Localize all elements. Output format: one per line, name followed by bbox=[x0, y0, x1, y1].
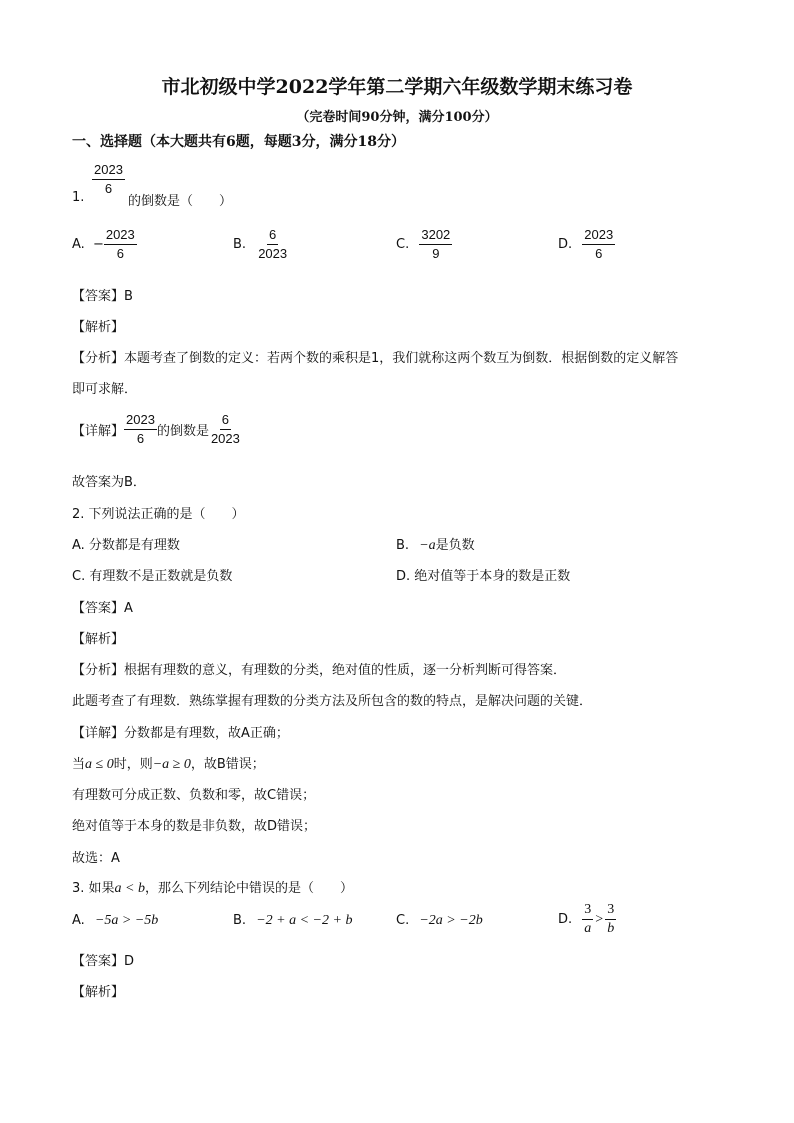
option-operator: > bbox=[595, 911, 604, 927]
page-subtitle: （完卷时间90分钟，满分100分） bbox=[296, 110, 498, 125]
fraction-numerator: 3 bbox=[605, 902, 616, 920]
analysis-label: 【解析】 bbox=[72, 985, 125, 1000]
q3-option-b bbox=[233, 913, 352, 929]
option-fraction bbox=[582, 902, 593, 937]
question-stem: 的倒数是（ ） bbox=[128, 194, 233, 209]
question-number: 1. bbox=[72, 190, 85, 205]
fraction-denominator: 2023 bbox=[210, 431, 240, 446]
detail-text: 时，则 bbox=[113, 757, 153, 772]
question-fraction bbox=[92, 162, 125, 197]
analysis-label: 【解析】 bbox=[72, 632, 125, 647]
analysis-label: 【解析】 bbox=[72, 320, 125, 335]
fraction-denominator: 6 bbox=[136, 431, 145, 446]
option-fraction bbox=[104, 227, 137, 262]
q2-option-a: A. 分数都是有理数 bbox=[72, 538, 180, 553]
option-label: D. bbox=[558, 237, 573, 252]
q2-option-d: D. 绝对值等于本身的数是正数 bbox=[396, 569, 571, 584]
option-label: A. bbox=[72, 913, 85, 928]
detail-text: 的倒数是 bbox=[156, 424, 209, 439]
detail-line-2 bbox=[72, 753, 265, 773]
question-3 bbox=[72, 877, 353, 897]
option-b bbox=[233, 227, 289, 262]
option-math: −5a > −5b bbox=[94, 913, 159, 928]
option-label: C. bbox=[396, 913, 410, 928]
option-fraction bbox=[419, 227, 452, 262]
option-d bbox=[558, 227, 615, 262]
analysis-text: 【分析】根据有理数的意义，有理数的分类，绝对值的性质，逐一分析判断可得答案． bbox=[72, 663, 567, 678]
fraction-denominator: 2023 bbox=[258, 246, 288, 261]
question-text: 3. 如果 bbox=[72, 881, 115, 896]
detail-line-5: 故选：A bbox=[72, 851, 120, 866]
fraction-numerator: 6 bbox=[267, 227, 278, 245]
fraction-numerator: 2023 bbox=[92, 162, 125, 180]
detail-text: 当 bbox=[72, 757, 86, 772]
detail-math: −a ≥ 0 bbox=[152, 757, 191, 772]
detail-line-1: 【详解】分数都是有理数，故A正确； bbox=[72, 726, 289, 741]
q2-option-c: C. 有理数不是正数就是负数 bbox=[72, 569, 233, 584]
detail-line-3: 有理数可分成正数、负数和零，故C错误； bbox=[72, 788, 316, 803]
option-text: 是负数 bbox=[435, 538, 475, 553]
fraction-denominator: 6 bbox=[116, 246, 124, 261]
fraction-denominator: 9 bbox=[432, 246, 440, 261]
fraction-numerator: 2023 bbox=[124, 412, 157, 430]
page-title: 市北初级中学2022学年第二学期六年级数学期末练习卷 bbox=[161, 76, 633, 98]
answer-label: 【答案】A bbox=[72, 601, 133, 616]
q2-option-b bbox=[396, 534, 475, 554]
detail-line-4: 绝对值等于本身的数是非负数，故D错误； bbox=[72, 819, 317, 834]
analysis-note: 此题考查了有理数．熟练掌握有理数的分类方法及所包含的数的特点，是解决问题的关键． bbox=[72, 694, 593, 709]
option-c bbox=[396, 227, 452, 262]
detail-label: 【详解】 bbox=[72, 424, 125, 439]
fraction-denominator: b bbox=[607, 921, 615, 936]
option-math: −2a > −2b bbox=[419, 913, 483, 928]
fraction-denominator: 6 bbox=[595, 246, 603, 261]
detail bbox=[72, 412, 242, 447]
option-math: −2 + a < −2 + b bbox=[256, 913, 353, 928]
option-label: C. bbox=[396, 237, 410, 252]
detail-text: ，故B错误； bbox=[190, 757, 265, 772]
fraction-numerator: 3202 bbox=[419, 227, 452, 245]
option-label: A. bbox=[72, 237, 85, 252]
answer-label: 【答案】B bbox=[72, 289, 133, 304]
question-2: 2. 下列说法正确的是（ ） bbox=[72, 507, 245, 522]
detail-fraction-2 bbox=[209, 412, 242, 447]
section-heading: 一、选择题（本大题共有6题，每题3分，满分18分） bbox=[72, 134, 405, 150]
q3-option-d bbox=[558, 902, 616, 937]
fraction-denominator: a bbox=[584, 921, 592, 936]
detail-fraction-1 bbox=[124, 412, 157, 447]
fraction-numerator: 3 bbox=[582, 902, 593, 920]
answer-label: 【答案】D bbox=[72, 954, 135, 969]
option-label: B. bbox=[233, 913, 247, 928]
option-label: B. bbox=[396, 538, 410, 553]
option-a bbox=[72, 227, 137, 262]
option-sign: − bbox=[92, 237, 104, 252]
option-label: D. bbox=[558, 912, 573, 927]
analysis-text-cont: 即可求解． bbox=[72, 382, 138, 397]
option-fraction bbox=[256, 227, 289, 262]
option-fraction bbox=[605, 902, 616, 937]
option-label: B. bbox=[233, 237, 247, 252]
fraction-numerator: 2023 bbox=[104, 227, 137, 245]
analysis-text: 【分析】本题考查了倒数的定义：若两个数的乘积是1，我们就称这两个数互为倒数．根据倒数的定义解答 bbox=[72, 351, 679, 366]
detail-math: a ≤ 0 bbox=[85, 757, 114, 772]
question-math: a < b bbox=[114, 881, 145, 896]
fraction-numerator: 2023 bbox=[582, 227, 615, 245]
fraction-denominator: 6 bbox=[104, 181, 113, 196]
option-fraction bbox=[582, 227, 615, 262]
question-text: ，那么下列结论中错误的是（ ） bbox=[145, 881, 354, 896]
option-math: −a bbox=[419, 538, 436, 553]
conclusion: 故答案为B． bbox=[72, 475, 146, 490]
q3-option-a bbox=[72, 913, 158, 929]
q3-option-c bbox=[396, 913, 483, 929]
fraction-numerator: 6 bbox=[220, 412, 231, 430]
